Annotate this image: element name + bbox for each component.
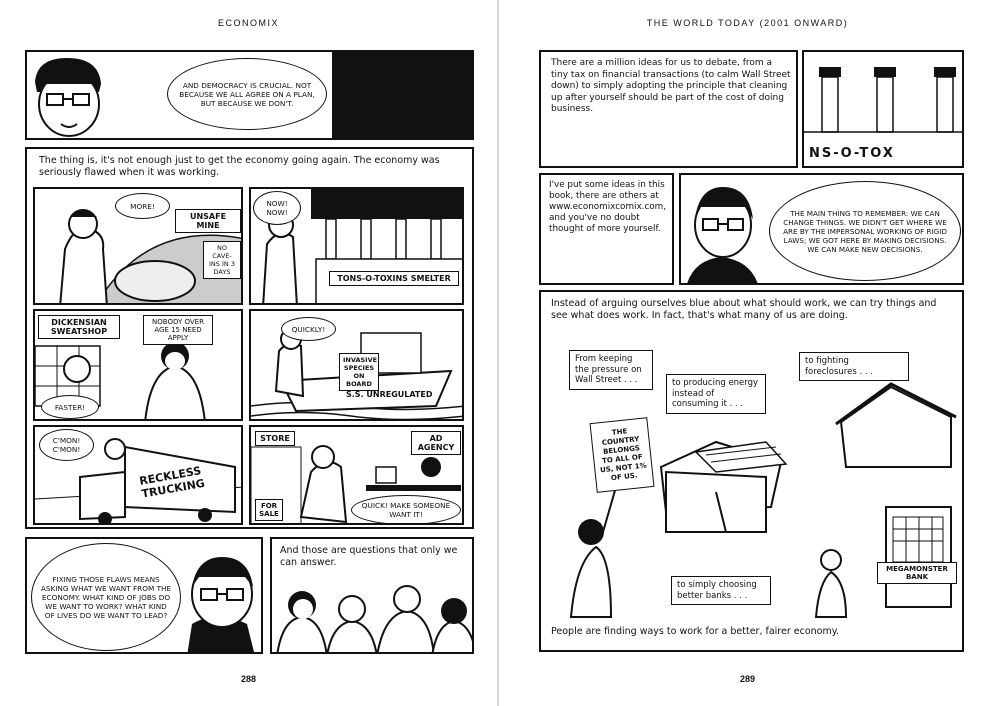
crowd-illustration xyxy=(272,539,474,654)
sign-for-sale: FOR SALE xyxy=(255,499,283,521)
sign-store: STORE xyxy=(255,431,295,446)
caption-million-ideas: There are a million ideas for us to debate, from a tiny tax on financial transactions (to calm Wall Street down) to simply adopting the principle that cleaning up after yourself should be part of the cost of doing business. xyxy=(551,58,791,114)
sign-no-cave-ins: NO CAVE-INS IN 3 DAYS xyxy=(203,241,241,279)
page-number-left: 288 xyxy=(240,674,257,684)
top-speech-bubble: AND DEMOCRACY IS CRUCIAL. NOT BECAUSE WE ALL AGREE ON A PLAN, BUT BECAUSE WE DON'T. xyxy=(167,58,327,130)
running-head-right: THE WORLD TODAY (2001 ONWARD) xyxy=(646,18,849,28)
panel-narrator-top xyxy=(25,50,474,140)
sign-ad-agency: AD AGENCY xyxy=(411,431,461,455)
factory-sign-fragment: NS-O-TOX xyxy=(809,146,895,161)
sign-megamonster-bank: MEGAMONSTER BANK xyxy=(877,562,957,584)
panel-narrator-bottom xyxy=(25,537,263,654)
notice-age-limit: NOBODY OVER AGE 15 NEED APPLY xyxy=(143,315,213,345)
caption-fairer-economy: People are finding ways to work for a better, fairer economy. xyxy=(551,626,840,637)
flaws-section xyxy=(25,147,474,529)
panel-ship xyxy=(249,309,464,421)
bubble-cmon: C'MON! C'MON! xyxy=(39,429,94,461)
bubble-now-now: NOW! NOW! xyxy=(253,191,301,225)
panel-trying-things xyxy=(539,290,964,652)
sign-unsafe-mine: UNSAFE MINE xyxy=(175,209,241,233)
bubble-make-someone-want-it: QUICK! MAKE SOMEONE WANT IT! xyxy=(351,495,461,525)
bubble-faster: FASTER! xyxy=(41,395,99,419)
sign-sweatshop: DICKENSIAN SWEATSHOP xyxy=(38,315,120,339)
box-producing-energy: to producing energy instead of consuming it . . . xyxy=(666,374,766,414)
panel-main-thing xyxy=(679,173,964,285)
truck-side-text: RECKLESS TRUCKING xyxy=(138,464,206,501)
box-wall-street: From keeping the pressure on Wall Street . . . xyxy=(569,350,653,390)
panel-truck xyxy=(33,425,243,525)
bubble-main-thing: THE MAIN THING TO REMEMBER: WE CAN CHANGE THINGS. WE DIDN'T GET WHERE WE ARE BY THE IMPERSONAL WORKING OF RIGID LAWS; WE GOT HERE BY MAKING DECISIONS. WE CAN MAKE NEW DECISIONS. xyxy=(769,181,961,281)
running-head-left: ECONOMIX xyxy=(217,18,279,28)
bubble-fixing-flaws: FIXING THOSE FLAWS MEANS ASKING WHAT WE WANT FROM THE ECONOMY. WHAT KIND OF JOBS DO WE WANT TO WORK? WHAT KIND OF LIVES DO WE WANT TO LEAD? xyxy=(31,543,181,651)
protest-sign: THE COUNTRY BELONGS TO ALL OF US, NOT 1% OF US. xyxy=(590,417,655,493)
sign-smelter: TONS-O-TOXINS SMELTER xyxy=(329,271,459,286)
box-foreclosures: to fighting foreclosures . . . xyxy=(799,352,909,381)
box-better-banks: to simply choosing better banks . . . xyxy=(671,576,771,605)
caption-only-we-can-answer: And those are questions that only we can answer. xyxy=(280,545,458,568)
panel-ad-agency xyxy=(249,425,464,525)
bubble-quickly: QUICKLY! xyxy=(281,317,336,341)
panel-ideas-website xyxy=(539,173,674,285)
caption-flawed-economy: The thing is, it's not enough just to get the economy going again. The economy was seriously flawed when it was working. xyxy=(39,155,440,178)
hull-name: S.S. UNREGULATED xyxy=(346,390,433,399)
left-page xyxy=(0,0,497,706)
panel-ideas-debate xyxy=(539,50,798,168)
panel-sweatshop xyxy=(33,309,243,421)
right-page xyxy=(499,0,996,706)
page-number-right: 289 xyxy=(739,674,756,684)
panel-crowd xyxy=(270,537,474,654)
panel-smelter xyxy=(249,187,464,305)
caption-try-things: Instead of arguing ourselves blue about what should work, we can try things and see what does work. In fact, that's what many of us are doing. xyxy=(551,298,937,321)
bubble-more: MORE! xyxy=(115,193,170,219)
panel-factory xyxy=(802,50,964,168)
caption-ideas-website: I've put some ideas in this book, there are others at www.economixcomix.com, and you've no doubt thought of more yourself. xyxy=(549,180,667,234)
cargo-invasive-species: INVASIVE SPECIES ON BOARD xyxy=(339,353,379,391)
panel-unsafe-mine xyxy=(33,187,243,305)
